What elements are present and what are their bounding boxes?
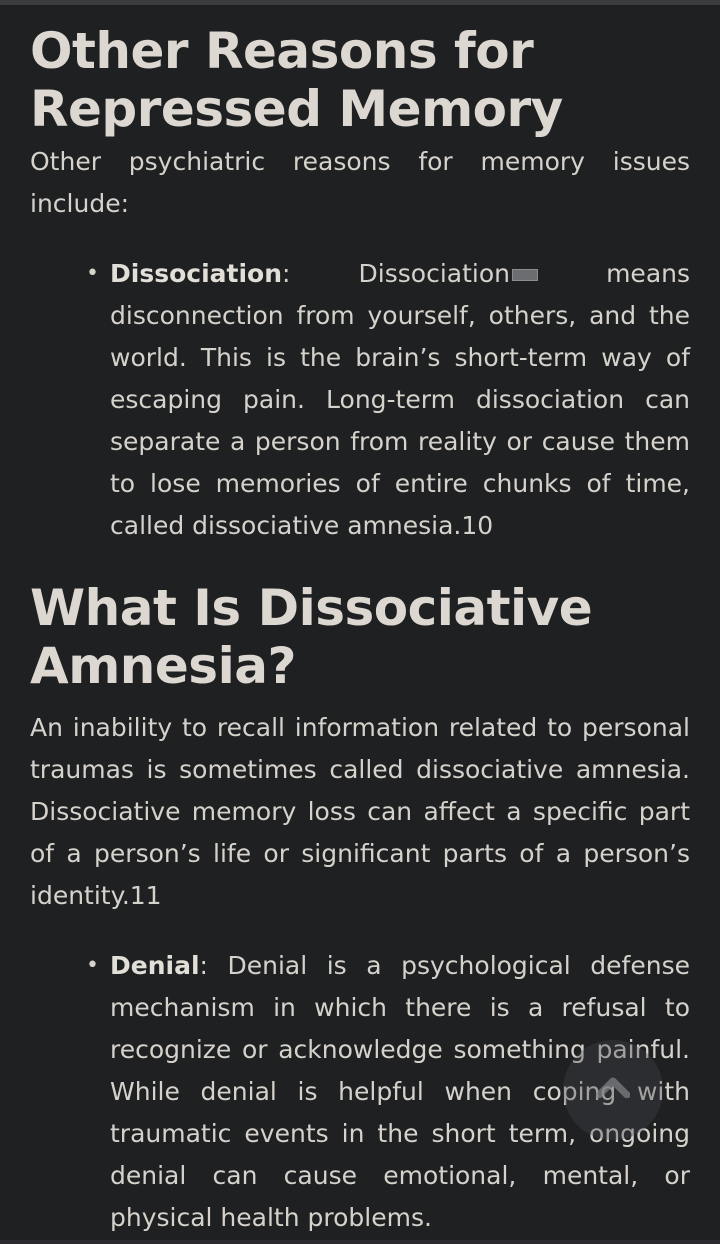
- reasons-list: [30, 253, 690, 547]
- term-dissociation: Dissociation: [110, 259, 283, 288]
- denial-text: : Denial is a psychological defense mechanism in which there is a refusal to recognize or acknowledge something painful. While denial is helpful when coping with traumatic events in the short term, ongoing denial can cause emotional, mental, or physical health problems.: [110, 951, 690, 1232]
- section-heading-dissociative-amnesia: What Is Dissociative Amnesia?: [30, 579, 593, 695]
- list-item-dissociation: [86, 253, 691, 547]
- dissociation-text-start: : Dissociation: [282, 259, 510, 288]
- top-edge-bar: [0, 0, 720, 5]
- section-heading-repressed-memory: Other Reasons for Repressed Memory: [30, 22, 563, 138]
- scroll-to-top-button[interactable]: [563, 1040, 663, 1140]
- dissociation-text-end: means disconnection from yourself, others, and the world. This is the brain’s short-term way of escaping pain. Long-term dissociation can separate a person from reality or cause them to lose memories of entire chunks of time, called dissociative amnesia.10: [110, 259, 691, 540]
- section-intro: Other psychiatric reasons for memory issues include:: [30, 147, 690, 218]
- chevron-up-icon: [596, 1076, 630, 1098]
- section-body-dissociative-amnesia: An inability to recall information related to personal traumas is sometimes called dissociative amnesia. Dissociative memory loss can affect a specific part of a person’s life or significant parts of a person’s identity.11: [30, 713, 690, 910]
- bottom-edge-bar: [0, 1240, 720, 1244]
- bullet-icon: •: [86, 953, 99, 978]
- reference-link-icon[interactable]: [512, 269, 538, 281]
- term-denial: Denial: [110, 951, 200, 980]
- bullet-icon: •: [86, 261, 99, 286]
